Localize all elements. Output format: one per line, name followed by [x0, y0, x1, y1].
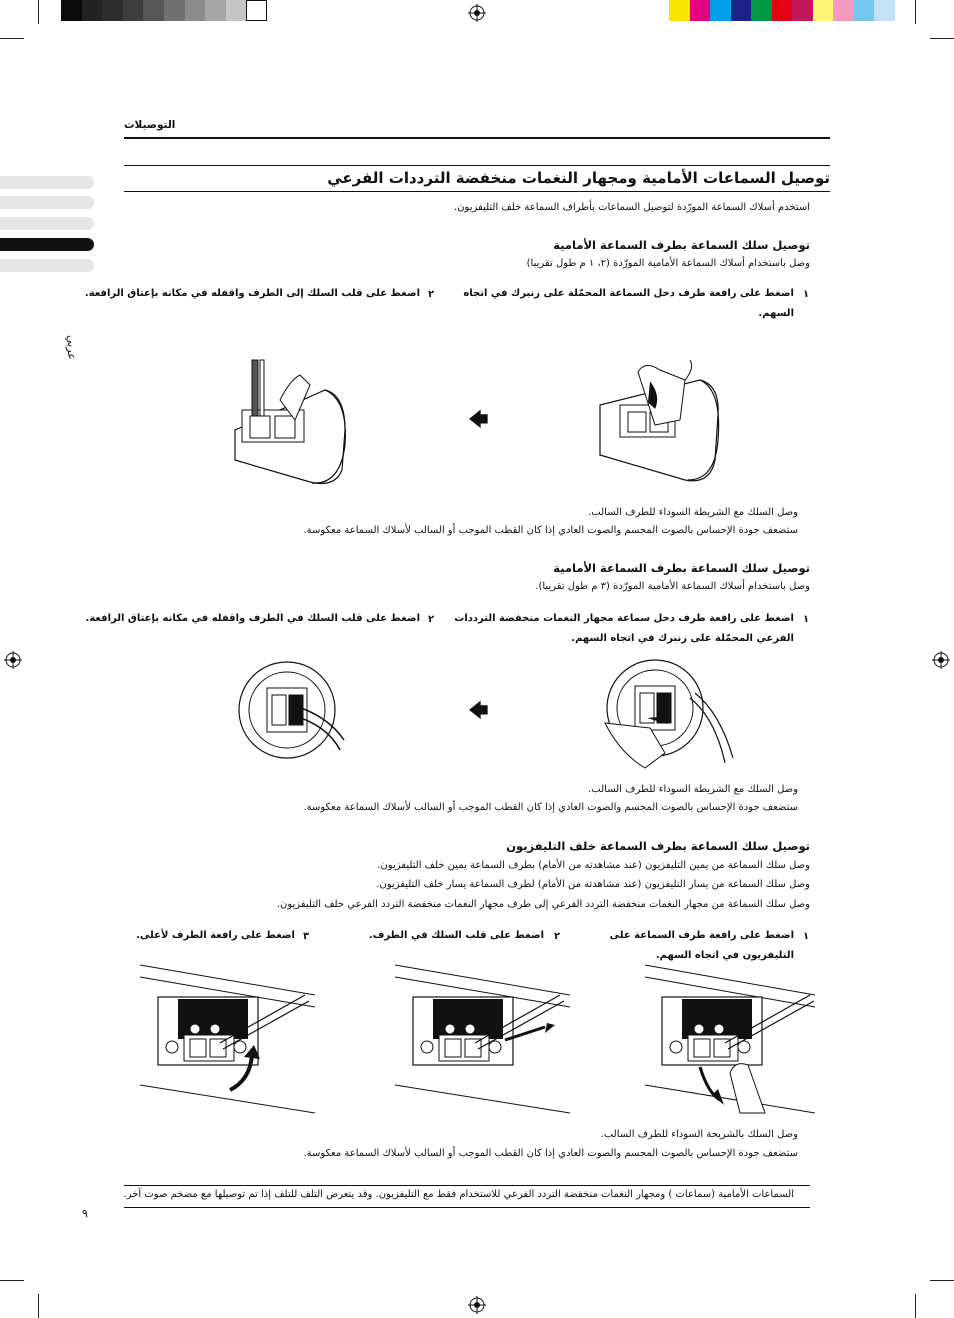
title-rule-top: [124, 165, 830, 166]
step-number: ١: [803, 289, 810, 300]
crop-mark: [930, 1280, 954, 1281]
section-heading: توصيل سلك السماعة بطرف السماعة خلف التليفزيون: [506, 839, 810, 853]
step-number: ١: [803, 931, 810, 942]
speaker-terminal-insert-illustration: [230, 360, 350, 490]
step-text: [590, 926, 794, 966]
gray-swatch: [226, 0, 247, 21]
left-arrow-icon: 🡄: [468, 698, 489, 722]
step-text-line: اضغط على رافعة طرف دخل السماعة المحمّلة على زنبرك في اتجاه: [463, 288, 794, 299]
step-text-line: الفرعي المحمّلة على زنبرك في اتجاه السهم.: [571, 633, 794, 644]
title-rule-bottom: [124, 191, 830, 192]
registration-target-icon: [468, 4, 486, 22]
step-number: ٢: [554, 931, 561, 942]
footer-note: السماعات الأمامية (سماعات ) ومجهار النغمات منخفضة التردد الفرعي للاستخدام فقط مع التليفزيون. وقد يتعرض التلف للتلف إذا تم توصيلها مع مضخم صوت آخر.: [123, 1189, 794, 1200]
caption: وصل السلك بالشريحة السوداء للطرف السالب.: [600, 1129, 798, 1140]
crop-mark: [38, 1294, 39, 1318]
section-note: وصل باستخدام أسلاك السماعة الأمامية المورّدة (٣ م طول تقريبا).: [535, 581, 810, 592]
gray-swatch: [205, 0, 226, 21]
step-text-line: السهم.: [758, 308, 794, 319]
step-text-line: التليفزيون في اتجاه السهم.: [655, 950, 794, 961]
header-rule: [124, 137, 830, 139]
page-title: توصيل السماعات الأمامية ومجهار النغمات منخفضة الترددات الفرعي: [327, 169, 830, 187]
side-tab: [0, 196, 94, 209]
left-arrow-icon: 🡄: [468, 407, 489, 431]
tv-terminal-insert-illustration: [395, 965, 570, 1115]
caption: وصل السلك مع الشريطة السوداء للطرف السالب.: [588, 784, 798, 795]
caption: ستضعف جودة الإحساس بالصوت المجسم والصوت العادي إذا كان القطب الموجب أو السالب لأسلاك السماعة معكوسة.: [303, 802, 798, 813]
step-number: ١: [803, 614, 810, 625]
crop-mark: [915, 1294, 916, 1318]
footer-rule-bottom: [124, 1207, 810, 1208]
registration-target-icon: [932, 651, 950, 669]
gray-swatch: [143, 0, 164, 21]
color-swatch: [731, 0, 752, 21]
color-swatch: [710, 0, 731, 21]
caption: ستضعف جودة الإحساس بالصوت المجسم والصوت العادي إذا كان القطب الموجب أو السالب لأسلاك السماعة معكوسة.: [303, 525, 798, 536]
side-tab: [0, 176, 94, 189]
color-swatch: [792, 0, 813, 21]
step-number: ٢: [428, 289, 435, 300]
section-line: وصل سلك السماعة من مجهار النغمات منخفضة التردد الفرعي إلى طرف مجهار النغمات منخفضة التردد الفرعي خلف التليفزيون.: [276, 899, 810, 910]
color-swatch: [669, 0, 690, 21]
crop-mark: [0, 1280, 24, 1281]
gray-swatch: [61, 0, 82, 21]
color-swatch: [772, 0, 793, 21]
speaker-terminal-press-illustration: [590, 360, 730, 490]
step-text: اضغط على قلب السلك إلى الطرف واقفله في مكانه بإعتاق الرافعة.: [84, 288, 420, 299]
tv-terminal-release-illustration: [140, 965, 315, 1115]
crop-mark: [38, 0, 39, 24]
subwoofer-terminal-press-illustration: [595, 658, 735, 773]
step-text: اضغط على قلب السلك في الطرف واقفله في مكانه بإعتاق الرافعة.: [85, 613, 420, 624]
step-text: اضغط على رافعة الطرف لأعلى.: [136, 930, 295, 941]
side-tab-active: [0, 238, 94, 251]
gray-swatch: [164, 0, 185, 21]
subwoofer-terminal-insert-illustration: [232, 660, 352, 775]
side-tab: [0, 217, 94, 230]
section-heading: توصيل سلك السماعة بطرف السماعة الأمامية: [553, 238, 810, 252]
caption: ستضعف جودة الإحساس بالصوت المجسم والصوت العادي إذا كان القطب الموجب أو السالب لأسلاك السماعة معكوسة.: [303, 1148, 798, 1159]
step-text-line: اضغط على رافعة طرف السماعة على: [609, 930, 794, 941]
caption: وصل السلك مع الشريطة السوداء للطرف السالب.: [588, 507, 798, 518]
registration-target-icon: [4, 651, 22, 669]
footer-rule-top: [124, 1185, 810, 1186]
gray-swatch: [123, 0, 144, 21]
crop-mark: [0, 38, 24, 39]
section-label: التوصيلات: [124, 119, 176, 131]
gray-swatch: [246, 0, 267, 21]
step-text: [463, 284, 794, 324]
gray-swatch: [185, 0, 206, 21]
step-text-line: اضغط على رافعة طرف دخل سماعة مجهار النغمات منخفضة الترددات: [454, 613, 794, 624]
color-swatch: [854, 0, 875, 21]
gray-swatch: [82, 0, 103, 21]
crop-mark: [930, 38, 954, 39]
tv-terminal-lever-illustration: [640, 965, 815, 1115]
section-note: وصل باستخدام أسلاك السماعة الأمامية المورّدة (٢، ١ م طول تقريبا): [526, 258, 810, 269]
color-swatch: [813, 0, 834, 21]
section-line: وصل سلك السماعة من يسار التليفزيون (عند مشاهدته من الأمام) لطرف السماعة يسار خلف التليفزيون.: [376, 879, 810, 890]
step-number: ٣: [303, 931, 310, 942]
registration-target-icon: [468, 1296, 486, 1314]
color-swatch: [833, 0, 854, 21]
step-number: ٢: [428, 614, 435, 625]
section-line: وصل سلك السماعة من يمين التليفزيون (عند مشاهدته من الأمام) بطرف السماعة يمين خلف التليفزيون.: [377, 860, 810, 871]
gray-swatch: [102, 0, 123, 21]
step-text: اضغط على قلب السلك في الطرف.: [368, 930, 544, 941]
page-number: ٩: [82, 1207, 88, 1220]
color-swatch: [751, 0, 772, 21]
color-swatch: [874, 0, 895, 21]
section-heading: توصيل سلك السماعة بطرف السماعة الأمامية: [553, 561, 810, 575]
side-tab-label: عربي: [65, 335, 78, 360]
side-tab: [0, 259, 94, 272]
step-text: [454, 609, 794, 649]
color-swatch: [690, 0, 711, 21]
intro-text: استخدم أسلاك السماعة المورّدة لتوصيل السماعات بأطراف السماعة خلف التليفزيون.: [454, 202, 810, 213]
crop-mark: [915, 0, 916, 24]
